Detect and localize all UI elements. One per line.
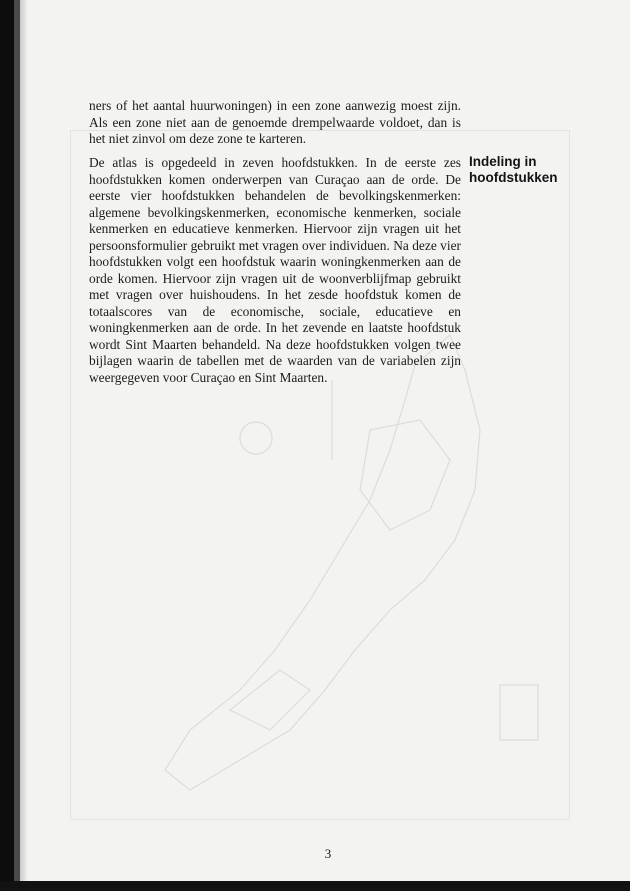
side-heading — [469, 154, 569, 186]
scan-edge-bottom — [0, 881, 630, 891]
page-number: 3 — [324, 846, 332, 861]
scan-edge-left — [0, 0, 14, 891]
side-heading-line-1: Indeling in — [469, 154, 537, 169]
side-heading-line-2: hoofdstukken — [469, 170, 558, 185]
body-paragraph-1: ners of het aantal huurwoningen) in een zone aanwezig moest zijn. Als een zone niet aan de genoemde drempelwaarde voldoet, dan is het niet zinvol om deze zone te karteren. — [89, 98, 461, 146]
body-paragraph-2: De atlas is opgedeeld in zeven hoofdstukken. In de eerste zes hoofdstukken komen onderwerpen van Curaçao aan de orde. De eerste vier hoofdstukken behandelen de bevolkingskenmerken: algemene bevolkingskenmerken, economische kenmerken, sociale kenmerken en educatieve kenmerken. Hiervoor zijn vragen uit het persoonsformulier gebruikt met vragen over individuen. Na deze vier hoofdstukken volgt een hoofdstuk waarin woningkenmerken aan de orde komen. Hiervoor zijn vragen uit de woonverblijfmap gebruikt met vragen over huishoudens. In het zesde hoofdstuk komen de totaalscores van de economische, sociale, educatieve en woningkenmerken aan de orde. In het zevende en laatste hoofdstuk wordt Sint Maarten behandeld. Na deze hoofdstukken volgen twee bijlagen waarin de tabellen met de waarden van de variabelen zijn weergegeven voor Curaçao en Sint Maarten. — [89, 155, 461, 385]
page-gutter-shadow — [20, 0, 28, 881]
